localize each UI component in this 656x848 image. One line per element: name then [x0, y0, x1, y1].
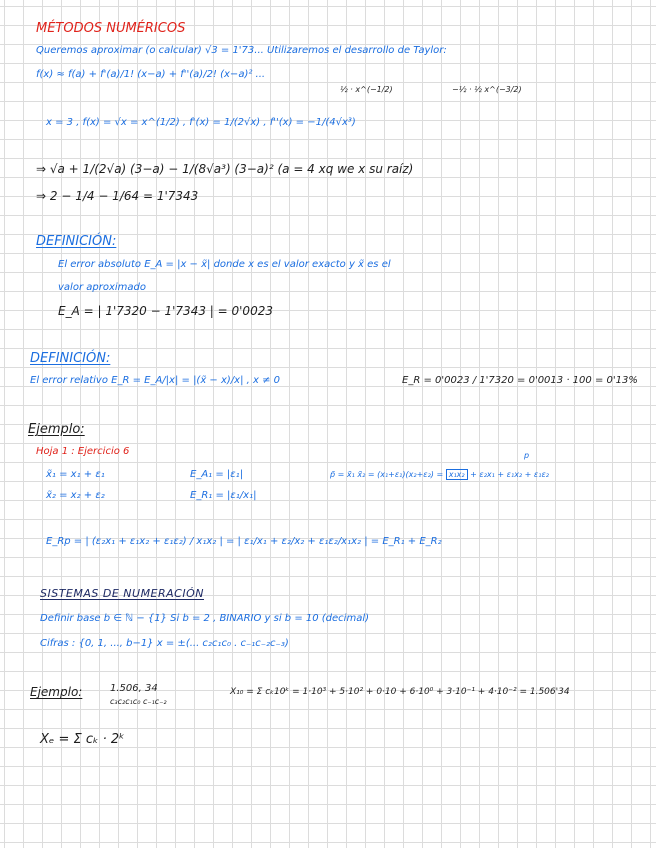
- rel-error-x1: E_R₁ = |ε₁/x₁|: [190, 490, 257, 501]
- approx-x2: x̃₂ = x₂ + ε₂: [46, 490, 105, 501]
- example-number: 1.506, 34: [110, 683, 158, 694]
- example-digit-labels: c₃c₂c₁c₀ c₋₁c₋₂: [110, 697, 167, 706]
- abs-error-x1: E_A₁ = |ε₁|: [190, 469, 244, 480]
- decimal-expansion: X₁₀ = Σ cₖ10ᵏ = 1·10³ + 5·10² + 0·10 + 6·10⁰ + 3·10⁻¹ + 4·10⁻² = 1.506'34: [230, 687, 570, 697]
- relative-error-example: E_R = 0'0023 / 1'7320 = 0'0013 · 100 = 0'13%: [402, 375, 638, 386]
- function-definitions: x = 3 , f(x) = √x = x^(1/2) , f'(x) = 1/(2√x) , f''(x) = −1/(4√x³): [46, 117, 356, 128]
- base-definition: Definir base b ∈ ℕ − {1} Si b = 2 , BINARIO y si b = 10 (decimal): [40, 613, 370, 624]
- intro-line-1: Queremos aproximar (o calcular) √3 = 1'73... Utilizaremos el desarrollo de Taylor:: [36, 45, 447, 56]
- derivative-note-2: −½ · ½ x^(−3/2): [452, 85, 522, 94]
- product-mark: p: [524, 451, 530, 460]
- absolute-error-definition: El error absoluto E_A = |x − x̃| donde x es el valor exacto y x̃ es el: [58, 259, 391, 270]
- product-boxed-term: x₁x₂: [446, 469, 468, 480]
- exercise-reference: Hoja 1 : Ejercicio 6: [36, 446, 130, 457]
- product-expansion-text: p̃ = x̃₁ x̃₂ = (x₁+ε₁)(x₂+ε₂) =: [330, 470, 444, 479]
- product-expansion: [330, 471, 549, 479]
- approx-x1: x̃₁ = x₁ + ε₁: [46, 469, 105, 480]
- definition-heading-absolute: DEFINICIÓN:: [36, 234, 117, 249]
- taylor-result: ⇒ 2 − 1/4 − 1/64 = 1'7343: [36, 189, 199, 203]
- numeration-heading: SISTEMAS DE NUMERACIÓN: [40, 587, 204, 600]
- binary-expansion: Xₑ = Σ cₖ · 2ᵏ: [40, 732, 125, 747]
- relative-error-definition: El error relativo E_R = E_A/|x| = |(x̃ − x)/x| , x ≠ 0: [30, 375, 281, 386]
- absolute-error-definition-cont: valor aproximado: [58, 282, 146, 293]
- derivative-note-1: ½ · x^(−1/2): [340, 85, 393, 94]
- example-heading-1: Ejemplo:: [28, 422, 85, 437]
- definition-heading-relative: DEFINICIÓN:: [30, 351, 111, 366]
- product-expansion-tail: + ε₂x₁ + ε₁x₂ + ε₁ε₂: [470, 470, 549, 479]
- taylor-substitution: ⇒ √a + 1/(2√a) (3−a) − 1/(8√a³) (3−a)² (a = 4 xq we x su raíz): [36, 162, 414, 176]
- taylor-formula: f(x) ≈ f(a) + f'(a)/1! (x−a) + f''(a)/2! (x−a)² ...: [36, 69, 266, 80]
- absolute-error-example: E_A = | 1'7320 − 1'7343 | = 0'0023: [58, 304, 273, 318]
- example-heading-2: Ejemplo:: [30, 685, 83, 699]
- page-title: MÉTODOS NUMÉRICOS: [36, 21, 186, 36]
- relative-error-product: E_Rp = | (ε₂x₁ + ε₁x₂ + ε₁ε₂) / x₁x₂ | = | ε₁/x₁ + ε₂/x₂ + ε₁ε₂/x₁x₂ | = E_R₁ + E_R₂: [46, 536, 442, 547]
- digits-definition: Cifras : {0, 1, ..., b−1} x = ±(... c₂c₁c₀ . c₋₁c₋₂c₋₃): [40, 638, 289, 649]
